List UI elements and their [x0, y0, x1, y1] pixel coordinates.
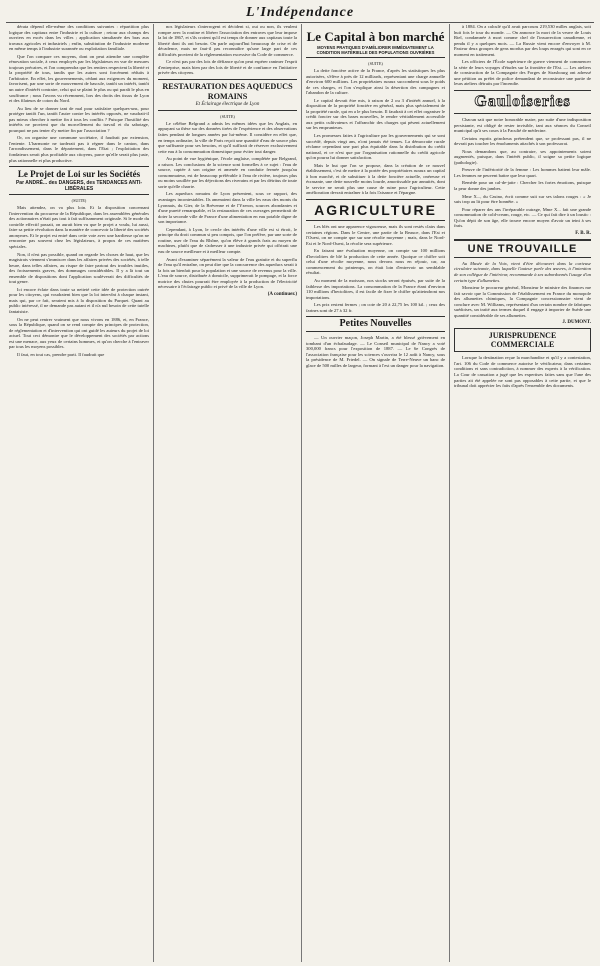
article-text: On ne peut rentrer vraiment que nous vivons en 1886, et, en France, sous la République, quand on se rend compte des principes de protection, de réglementation et d'intervention qui ont guidé les auteurs du projet de loi actuel. Tout ceci démontre que le développement des sociétés par actions est une menace, aux yeux de certains hommes, et qu'on cherche à l'entraver par tous les moyens possibles.	[9, 316, 149, 350]
masthead-title: L'Indépendance	[245, 5, 355, 20]
article-text: Les prix restent fermes ; on cote de 20 à 22,75 les 100 kil. ; ceux des farines sont de 27 à 32 fr.	[306, 302, 445, 313]
suite-marker: (SUITE)	[368, 61, 383, 66]
signature: F. B. R.	[575, 230, 591, 236]
article-text: Lorsque la destination reçue la marchandise et qu'il y a contestation, l'art. 106 du Code de commerce autorise le vérificateur, dans certaines conditions et sans contradiction, à nommer des experts à la vérification. La Cour de cassation a jugé que les expertises faites sans que l'une des parties ait été appelée ne sont pas opposables à cette partie, et que le tribunal doit apprécier les faits d'après l'ensemble des documents.	[454, 355, 591, 389]
headline-box	[454, 328, 591, 352]
article-text: Le célèbre Belgrand a admis les mêmes idées que les Anglais, en appuyant sa thèse sur des données tirées de l'expérience et des observations faites pendant de longues années par lui-même. Il considère en effet que, en temps ordinaire, la ville de Paris reçoit une quantité d'eau de source plus que suffisante pour ses besoins, et qu'il suffirait de réserver exclusivement cette eau à la consommation domestique pour éviter tout danger.	[158, 120, 297, 154]
headline-box	[158, 79, 297, 111]
headline-aqueducs: RESTAURATION DES AQUEDUCS ROMAINS	[162, 81, 293, 101]
column-2	[153, 24, 301, 962]
article-text: Monsieur le procureur général, Monsieur le ministre des finances me fait savoir que la Commission de l'établissement en France du monopole des allumettes chimiques, la Compagnie concessionnaire vient de conclure avec M. Williams, représentant d'un certain nombre de fabriques suédoises, un traité aux termes duquel il engage à importer de Suède une quantité considérable de ses allumettes.	[454, 285, 591, 318]
headline-box	[454, 239, 591, 258]
article-text: nos législateurs s'interrogent et décident si, oui ou non, ils veulent rompre avec la routine et libérer l'association des entraves que leur impose la loi de 1867, et s'ils croient qu'il est temps de donner aux capitaux toute la liberté dont ils ont besoin. On parle aujourd'hui beaucoup de crise et de décadence, mais ne faut-il pas reconnaître qu'une large part de ces difficultés provient de la réglementation excessive du Code de commerce.	[158, 24, 297, 57]
headline-subtitle: Par ANDRÉ... des DANGERS, des TENDANCES ANTI-LIBÉRALES	[15, 180, 143, 193]
article-text: dérata dépend elle-même des conditions suivantes : répartition plus logique des capitaux entre l'industrie et la culture ; retour aux champs des ouvriers en excès dans les villes ; application simultanée des bras aux travaux agricoles et industriels ; enfin, substitution de l'industrie moderne en même temps à l'industrie surannée ou exploitation familiale.	[9, 24, 149, 52]
article-text: Chacun sait que notre honorable maire, par suite d'une indisposition persistante, est obligé de rester invisible, tant aux séances du Conseil municipal qu'à ses cours à la Faculté de médecine.	[454, 117, 591, 134]
headline-box	[454, 90, 591, 114]
article-text: Au moment de la moisson, nos stocks seront épuisés, par suite de la faiblesse des importations. La consommation de la France étant d'environ 110 millions d'hectolitres, il est facile de fixer le chiffre qu'atteindront nos importations.	[306, 277, 445, 300]
columns	[5, 24, 595, 962]
article-text: Au Musée de la Voix, vient d'être découvert dans la curieuse circulaire suivante, dans laquelle l'auteur parle des œuvres, à l'intention de son collègue de l'intérieur, recommande à ses subordonnés l'usage d'un certain type d'allumettes.	[454, 260, 591, 283]
signature: J. DUMONT.	[562, 320, 591, 326]
headline-box	[306, 199, 445, 221]
headline-jurisprudence: JURISPRUDENCE COMMERCIALE	[488, 331, 557, 350]
headline-capital: Le Capital à bon marché	[306, 29, 445, 44]
article-text: Mais attendez, on va plus loin. Et la disposition concernant l'intervention du procureur de la République, dans les assemblées générales des actionnaires n'était pas tout à fait suffisamment originale. Si le mode du contrôle effectif passait, on aurait bien vu que le projet a voulu, lui aussi, faire sa petite révolution dans la manière de concevoir la liberté des sociétés anonymes. Et le projet est entré dans cette voie avec une hardiesse qu'on ne rencontre pas souvent chez les législateurs, à propos de ces matières spéciales.	[9, 205, 149, 249]
article-text: Le capital devrait être mis, à raison de 2 ou 3 d'intérêt annuel, à la disposition de la propriété foncière en général, mais plus spécialement de la propriété rurale, qui en a le plus besoin. Il faudrait à cet effet organiser le crédit foncier sur des bases nouvelles, le rendre véritablement accessible aux petits cultivateurs et l'affranchir des charges qui pèsent actuellement sur les emprunteurs.	[306, 97, 445, 131]
headline-gauloiseries: Gauloiseries	[474, 93, 571, 111]
continuation-note: (A continuer.)	[267, 291, 297, 297]
masthead	[6, 4, 594, 23]
article-text: Pour réparer des ans l'irréparable outrage, Mme X... fait une grande consommation de cold-cream, rouge, etc. — Ce qui fait dire à un loustic : Qu'on dépit de son âge, elle trouve encore moyen d'avoir un teint à ses frais.	[454, 206, 591, 229]
headline-petites-nouvelles: Petites Nouvelles	[339, 318, 412, 330]
article-text: Nous demandons que, au contraire, ses appointements soient augmentés, puisque, dans l'intérêt public, il soigne sa petite logique (pathologie).	[454, 148, 591, 165]
article-text: Les aqueducs romains de Lyon présentent, sous ce rapport, des avantages incontestables. Ils amenaient dans la ville les eaux des monts du Lyonnais, du Gier, de la Brévenne et de l'Yzeron, sources abondantes et d'une pureté remarquable, et la restauration de ces ouvrages permettrait de doter la seconde ville de France d'une alimentation en eau potable digne de son importance.	[158, 191, 297, 225]
article-text: Les officiers de l'École supérieure de guerre viennent de commencer la série de leurs voyages d'études sur la frontière de l'Est. — Les ateliers de construction de la Compagnie des Forges de Strasbourg ont adressé une pétition au préfet de police demandant de reconstruire une partie de leurs ateliers détruits par l'incendie.	[454, 59, 591, 87]
article-text: En faisant une évaluation moyenne, on compte sur 100 millions d'hectolitres de blé la production de cette année. Quoique ce chiffre soit celui d'une récolte moyenne, nous devons nous en réjouir, car, au commencement du printemps, on était loin d'entrevoir un semblable résultat.	[306, 248, 445, 276]
article-text: La dette foncière active de la France, d'après les statistiques les plus autorisées, s'élève à près de 12 milliards, représentant une charge annuelle d'environ 600 millions. Les propriétaires ruraux succombent sous le poids de ces charges, et l'on s'explique ainsi la désertion des campagnes et l'abandon de la culture.	[306, 68, 445, 96]
article-text: Les blés ont une apparence vigoureuse, mais ils sont restés clairs dans certaines régions. Dans le Centre, une partie de la Beauce, dans l'Est et l'Ouest, on ne compte que sur une récolte moyenne ; mais, dans le Nord-Est et le Nord-Ouest, la récolte sera supérieure.	[306, 224, 445, 246]
column-3	[301, 24, 449, 962]
article-text: Ce n'est pas par des lois de défiance qu'on peut espérer ranimer l'esprit d'entreprise, mais bien par des lois de liberté et de confiance en l'initiative privée des citoyens.	[158, 59, 297, 76]
headline-box	[306, 27, 445, 58]
suite-marker: (SUITE)	[220, 113, 235, 119]
article-text: Ici encore éclate dans toute sa netteté cette idée de protection outrée pour les citoyens, qui voudraient bien que la loi intervînt à chaque instant, mais qui, par ce fait, seraient mis à la disposition du Parquet. Quant au public intéressé, il ne demande pas autant et il n'a nul besoin de cette tutelle fantaisiste.	[9, 286, 149, 314]
suite-marker: (SUITE)	[71, 198, 87, 204]
column-4	[449, 24, 595, 962]
article-text: Avant d'examiner séparément la valeur de l'eau gratuite et du superflu de l'eau qu'il entraîne, on peut dire que la concurrence des aqueducs serait à la fois un bienfait pour la population et une source de revenus pour la ville. L'eau de source, distribuée à domicile, supprimerait le pompage, et la force motrice des chutes pourrait être employée à la production de l'électricité nécessaire à l'éclairage public et privé de la ville de Lyon.	[158, 256, 297, 290]
article-text: Cependant, à Lyon, le cercle des intérêts d'une ville est si étroit, le principe du droit commun si peu compris, que l'on préfère, par une sorte de routine, user de l'eau du Rhône, qu'on élève à grands frais au moyen de machines, plutôt que de s'adresser à une industrie privée qui offrirait une eau de source meilleure et à meilleur compte.	[158, 226, 297, 254]
article-text: Mme X..., du Casino, écrit comme suit sur ses talons rouges : « Je suis trop au lit pour être honnête. »	[454, 193, 591, 205]
headline-trouvaille: UNE TROUVAILLE	[467, 242, 578, 255]
article-text: à 1884. On a calculé qu'il avait parcouru 219,530 milles anglais, soit huit fois le tour du monde. — On annonce la mort de la veuve de Louis Riel, condamnée à mort comme chef de l'insurrection canadienne, et pendu il y a quelques mois. — La Russie vient encore d'envoyer à M. Pasteur deux groupes de gens mordus par des loups enragés qui sont en ce moment en traitement.	[454, 24, 591, 57]
article-text: Non, il n'est pas possible, quand on regarde les choses de haut, que les magistrats viennent s'immiscer dans les affaires privées des sociétés, à telle heure, dans telles affaires, au risque de faire partout des troubles inutiles, des froissements graves, des dommages considérables. Il y a là tout un ensemble de dispositions dont l'application soulèverait des difficultés de tout genre.	[9, 251, 149, 285]
headline-box	[9, 166, 149, 195]
article-text: Les promesses faites à l'agriculture par les gouvernements qui se sont succédé, depuis vingt ans, n'ont jamais été tenues. La démocratie rurale réclame cependant une part plus équitable dans la distribution du crédit national, et ce n'est que par l'organisation rationnelle du crédit agricole qu'on pourra lui donner satisfaction.	[306, 133, 445, 161]
article-text: — Un ouvrier maçon, Joseph Martin, a été blessé grièvement en tombant d'un échafaudage. — Le Conseil municipal de Nancy a voté 300,000 francs pour l'exposition de 1887. — Le 6e Congrès de l'association française pour les sciences s'ouvrira le 12 août à Nancy, sous la présidence de M. Friedel. — On signale de Terre-Neuve un banc de glace de 500 milles de largeur, formant à l'est un danger pour la navigation.	[306, 335, 445, 368]
article-text: Preuve de l'infériorité de la femme : Les hommes battent leur mâle. Les femmes ne peuvent battre que leur quart.	[454, 167, 591, 178]
headline-subtitle: MOYENS PRATIQUES D'AMÉLIORER IMMÉDIATEMENT LA CONDITION MATÉRIELLE DES POPULATIONS OUVRIÈRES	[316, 45, 435, 55]
article-text: Or, on organise une commune sociétaire, il faudrait par extension, l'entente. L'harmonie ne tarderait pas à régner dans le canton, dans l'arrondissement, dans le département, dans l'Etat ; l'exploitation des fondateurs serait plus profitable aux citoyens, parce qu'elle serait plus juste, plus rationnelle et plus productive.	[9, 135, 149, 163]
article-text: Que l'on compare ces moyens, dont on peut attendre une complète rénovation sociale, à ceux employés par les législateurs en vue de mesures toujours précaires, et l'on comprendra que les rentiers respectent la liberté et la propriété de tous, tandis que les autres sont forcément réduits à l'arbitraire. En effet, les gouvernements, cédant aux exigences du moment, favorisent, par une sorte de mouvement de bascule, tantôt un intérêt, tantôt un autre d'intérêt contraire, celui qui se plaint le plus ou qui paraît le plus en souffrance ; nous l'avons vu récemment, lors des droits des tissus de Lyon et des filateurs de coton du Nord.	[9, 53, 149, 104]
headline-projet-de-loi: Le Projet de Loi sur les Sociétés	[17, 169, 141, 180]
headline-agriculture: AGRICULTURE	[314, 202, 437, 219]
article-text: Il faut, en tout cas, prendre parti. Il faudrait que	[17, 351, 105, 357]
article-text: Mais le but que l'on se propose, dans la création de ce nouvel établissement, c'est de mettre à la portée des propriétaires ruraux un capital à bon marché, et de substituer à la dette foncière actuelle, onéreuse et écrasante, une dette nouvelle moins lourde, amortissable par annuités, dont le service ne serait plus une cause de ruine pour l'agriculteur. Cette amélioration devrait entraîner à la fois l'aisance et l'épargne.	[306, 162, 445, 196]
article-text: Au lieu de se donner tant de mal pour satisfaire quelques-uns, pour protéger tantôt l'un, tantôt l'autre contre les intérêts opposés, ne vaudrait-il pas mieux chercher à mettre fin à tous les conflits ? Puisque l'hostilité des intérêts ne provient que du morcellement du travail et du sabotage, pourquoi ne pas tenter d'y mettre fin par l'association ?	[9, 105, 149, 133]
article-text: Certains esprits grincheux prétendent que, se professant pas, il ne devrait pas toucher les émoluments attachés à son professorat.	[454, 135, 591, 147]
article-text: Au point de vue hygiénique, l'école anglaise, complétée par Belgrand, a raison. Les conclusions de la science sont formelles à ce sujet : l'eau de source, captée à son origine et amenée en conduite fermée jusqu'au consommateur, est de beaucoup préférable à l'eau de rivière, toujours plus ou moins souillée par les déjections des riverains et par les détritus de toute sorte qu'elle charrie.	[158, 156, 297, 189]
article-text: Remède pour un cal-de-jatte : Chercher les fortes émotions, puisque la peur donne des jambes.	[454, 180, 591, 192]
column-1	[5, 24, 153, 962]
headline-subtitle: Et Éclairage électrique de Lyon	[195, 101, 260, 107]
headline-box	[306, 316, 445, 332]
